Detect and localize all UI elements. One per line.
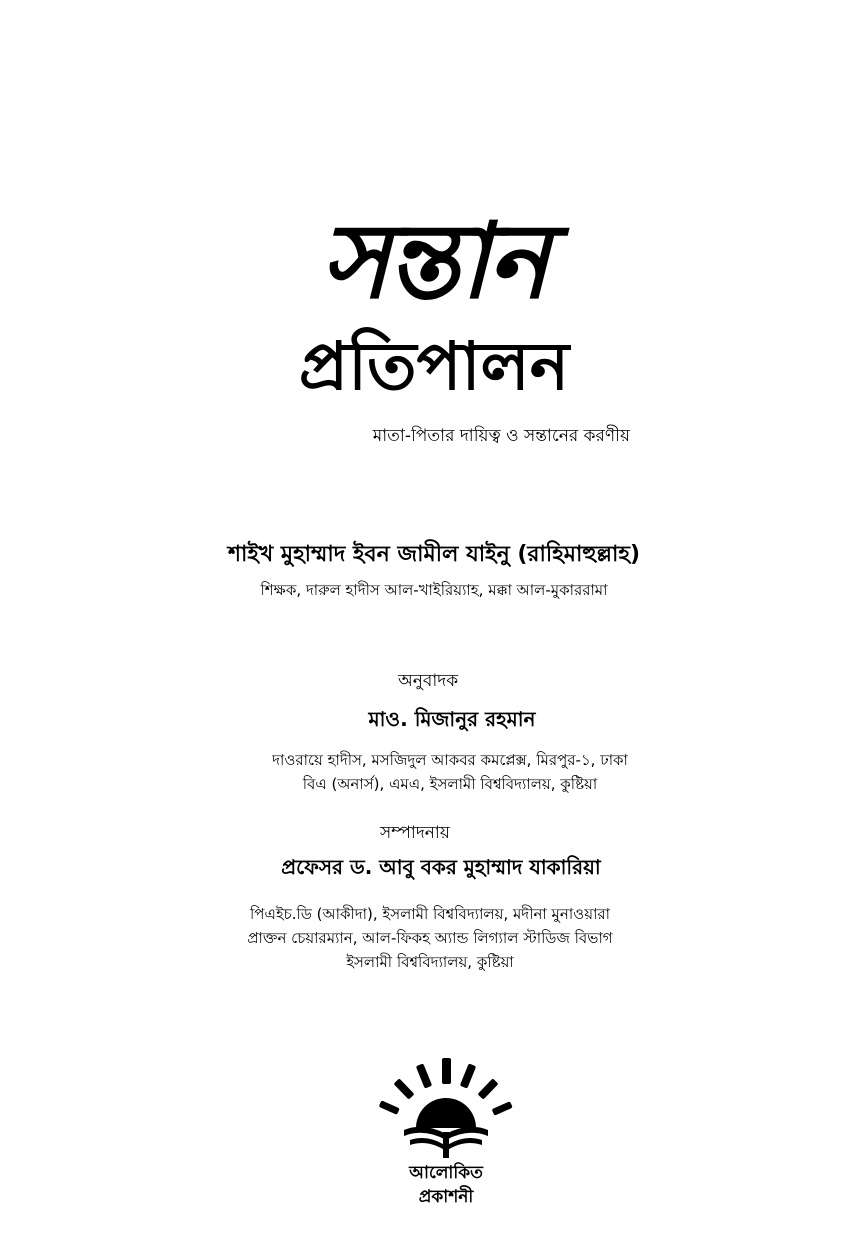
publisher-logo (376, 1058, 516, 1218)
credential-line: বিএ (অনার্স), এমএ, ইসলামী বিশ্ববিদ্যালয়, কুষ্টিয়া (302, 775, 598, 793)
credential-line: ইসলামী বিশ্ববিদ্যালয়, কুষ্টিয়া (346, 953, 514, 971)
credential-line: পিএইচ.ডি (আকীদা), ইসলামী বিশ্ববিদ্যালয়, মদীনা মুনাওয়ারা (249, 905, 611, 923)
author-name: শাইখ মুহাম্মাদ ইবন জামীল যাইনু (রাহিমাহুল্লাহ) (227, 542, 641, 567)
credential-line: প্রাক্তন চেয়ারম্যান, আল-ফিকহ অ্যান্ড লিগ্যাল স্টাডিজ বিভাগ (247, 929, 613, 947)
editor-credentials (200, 902, 660, 974)
translator-name: মাও. মিজানুর রহমান (368, 707, 536, 731)
credential-line: দাওরায়ে হাদীস, মসজিদুল আকবর কমপ্লেক্স, মিরপুর-১, ঢাকা (272, 751, 628, 769)
translator-label: অনুবাদক (398, 671, 459, 691)
editor-name: প্রফেসর ড. আবু বকর মুহাম্মাদ যাকারিয়া (281, 855, 601, 879)
book-title-sub: প্রতিপালন (298, 328, 570, 405)
publisher-name-line2: প্রকাশনী (418, 1187, 474, 1207)
book-subtitle: মাতা-পিতার দায়িত্ব ও সন্তানের করণীয় (372, 426, 630, 446)
translator-credentials (220, 748, 680, 796)
author-role: শিক্ষক, দারুল হাদীস আল-খাইরিয়্যাহ, মক্কা আল-মুকাররামা (260, 581, 608, 599)
rising-sun-book-icon (376, 1058, 516, 1162)
editor-label: সম্পাদনায় (380, 823, 450, 843)
publisher-name-line1: আলোকিত (409, 1163, 483, 1183)
book-title-main: সন্তান (320, 200, 548, 322)
